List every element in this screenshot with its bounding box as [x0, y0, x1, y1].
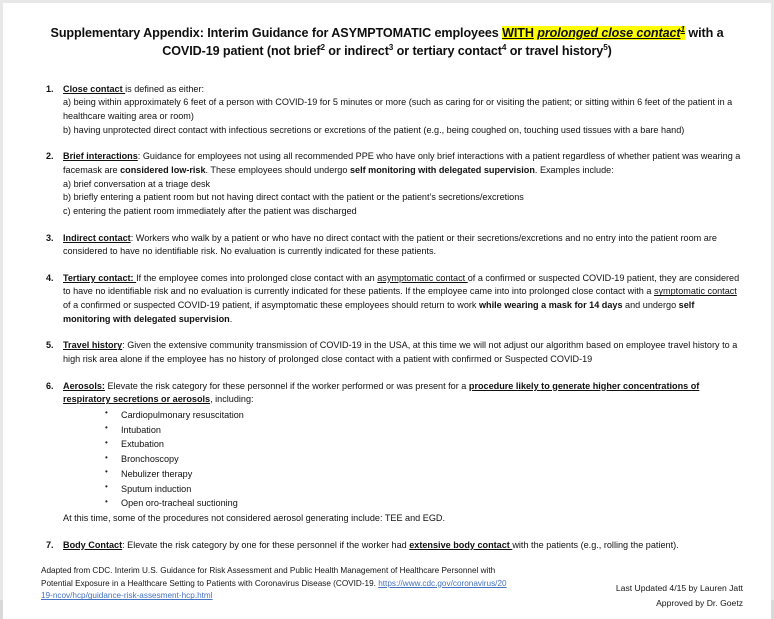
item-body-text: : Workers who walk by a patient or who have no direct contact with the patient or their secretions/excretions and no entry into the patient room are considered to have no identifiable risk. No evaluation is currently indicated for these patients.: [63, 232, 717, 257]
title-highlight: [502, 26, 685, 40]
item-subline-b: b) briefly entering a patient room but not having direct contact with the patient or the patient’s secretions/excretions: [63, 192, 524, 203]
list-item: • Intubation: [105, 423, 743, 438]
title-text-tail: with a COVID-: [162, 26, 724, 58]
title-footnote-marker-5: 5: [603, 42, 608, 52]
list-item: • Cardiopulmonary resuscitation: [105, 408, 743, 423]
guidance-item-travel-history: [3, 339, 757, 366]
page-title: [31, 25, 743, 61]
title-line2-d: or travel history: [506, 43, 604, 58]
item-body-text-4: and undergo: [622, 300, 679, 311]
item-lead-term: Close contact: [63, 83, 126, 94]
document-body: [3, 25, 771, 619]
list-item: • Open oro-tracheal suctioning: [105, 496, 743, 511]
item-bold-self-monitoring: self monitoring with delegated supervision: [349, 164, 535, 175]
list-item: • Bronchoscopy: [105, 452, 743, 467]
guidance-item-tertiary-contact: [3, 272, 757, 327]
list-item: • Sputum induction: [105, 482, 743, 497]
approved-by-text: Approved by Dr. Goetz: [656, 597, 743, 608]
item-lead-term: Aerosols:: [63, 380, 105, 391]
cdc-guidance-link[interactable]: https://www.cdc.gov/coronavirus/2019-ncov/hcp/guidance-risk-assesment-hcp.html: [41, 578, 507, 601]
aerosol-closing-note: At this time, some of the procedures not considered aerosol generating include: TEE and EGD.: [63, 512, 445, 523]
guidance-item-body-contact: [3, 539, 757, 553]
title-with-word: WITH: [502, 26, 534, 40]
title-line2-b: or indirect: [324, 43, 389, 58]
item-subline-a: a) brief conversation at a triage desk: [63, 178, 211, 189]
item-lead-term: Tertiary contact:: [63, 272, 137, 283]
item-body-text: If the employee comes into prolonged close contact with an: [136, 272, 378, 283]
item-body-text-2: . These employees should undergo: [205, 164, 350, 175]
item-body-text-3: of a confirmed or suspected COVID-19 patient, if asymptomatic these employees should return to work: [63, 300, 479, 311]
item-number: 7.: [46, 539, 54, 550]
item-body-text: : Elevate the risk category by one for these personnel if the worker had: [122, 539, 410, 550]
item-bold-self-monitoring: self monitoring with delegated supervision: [63, 300, 695, 324]
list-item: • Nebulizer therapy: [105, 467, 743, 482]
item-number: 2.: [46, 151, 54, 162]
footer-source-text: Adapted from CDC. Interim U.S. Guidance for Risk Assessment and Public Health Management of Healthcare Personnel with Potential Exposure in a Healthcare Setting to Patients with Coronavirus Disease (COVID-19.: [41, 565, 496, 588]
item-lead-term: Body Contact: [63, 539, 123, 550]
guidance-item-brief-interactions: [3, 150, 757, 218]
title-line2-c: or tertiary contact: [393, 43, 502, 58]
title-line2-e: ): [607, 43, 612, 58]
list-item: • Extubation: [105, 437, 743, 452]
title-line2-a: 19 patient (not brief: [205, 43, 321, 58]
item-body-text-3: . Examples include:: [534, 164, 614, 175]
item-body-text-2: with the patients (e.g., rolling the patient).: [512, 539, 679, 550]
title-footnote-marker-4: 4: [501, 42, 507, 52]
item-body-text: : Given the extensive community transmission of COVID-19 in the USA, at this time we will not adjust our algorithm based on employee travel history to a high risk area alone if the employee has no history of prolonged close contact with a patient with confirmed or Suspected COVID-19: [63, 340, 738, 364]
item-subline-a: a) being within approximately 6 feet of a person with COVID-19 for 5 minutes or more (such as caring for or visiting the patient; or sitting within 6 feet of the patient in a healthcare waiting area or room): [63, 97, 733, 122]
item-subline-b: b) having unprotected direct contact with infectious secretions or excretions of the patient (e.g., being coughed on, touching used tissues with a bare hand): [63, 124, 685, 135]
item-number: 3.: [46, 232, 54, 243]
item-subline-c: c) entering the patient room immediately after the patient was discharged: [63, 205, 357, 216]
item-underline-asymptomatic-contact: asymptomatic contact: [377, 272, 468, 283]
item-body-text-2: of a confirmed or suspected COVID-19 patient, they are considered to have no identifiable risk and no evaluation is currently indicated for these patients. If the employee came into into prolonged close contact with a: [63, 272, 740, 297]
item-bold-mask-14-days: while wearing a mask for 14 days: [478, 300, 623, 311]
last-updated-text: Last Updated 4/15 by Lauren Jatt: [615, 582, 743, 593]
item-underline-symptomatic-contact: symptomatic contact: [653, 286, 737, 297]
item-lead-term: Indirect contact: [63, 232, 131, 243]
item-body-text-5: .: [229, 313, 233, 324]
guidance-item-aerosols: [3, 380, 757, 526]
item-boldunderline-procedure: procedure likely to generate higher concentrations of respiratory secretions or aerosols: [63, 380, 700, 405]
guidance-item-indirect-contact: [3, 232, 757, 259]
title-footnote-marker-2: 2: [320, 42, 325, 52]
guidance-list: [3, 83, 771, 552]
item-bold-low-risk: considered low-risk: [120, 164, 206, 175]
item-number: 1.: [46, 83, 54, 94]
item-number: 6.: [46, 380, 54, 391]
item-body-text: : Guidance for employees not using all recommended PPE who have only brief interactions with a patient regardless of whether patient was wearing a facemask are: [63, 151, 741, 175]
title-text-lead: Supplementary Appendix: Interim Guidance for ASYMPTOMATIC employees: [50, 26, 503, 40]
item-number: 5.: [46, 340, 54, 351]
aerosol-procedure-list: [63, 408, 743, 511]
item-lead-term: Travel history: [63, 340, 123, 351]
item-boldunderline-extensive-body-contact: extensive body contact: [409, 539, 513, 550]
title-highlight-footnote-marker: 1: [680, 24, 685, 34]
title-footnote-marker-3: 3: [388, 42, 394, 52]
item-number: 4.: [46, 272, 54, 283]
document-footer: [3, 565, 771, 611]
item-body-text: Elevate the risk category for these personnel if the worker performed or was present for a: [104, 380, 469, 391]
title-highlight-phrase: prolonged close contact: [537, 26, 681, 40]
item-lead-term: Brief interactions: [63, 151, 138, 162]
item-body-text-2: , including:: [210, 394, 254, 405]
guidance-item-close-contact: [3, 83, 757, 138]
item-body-text: is defined as either:: [125, 83, 205, 94]
